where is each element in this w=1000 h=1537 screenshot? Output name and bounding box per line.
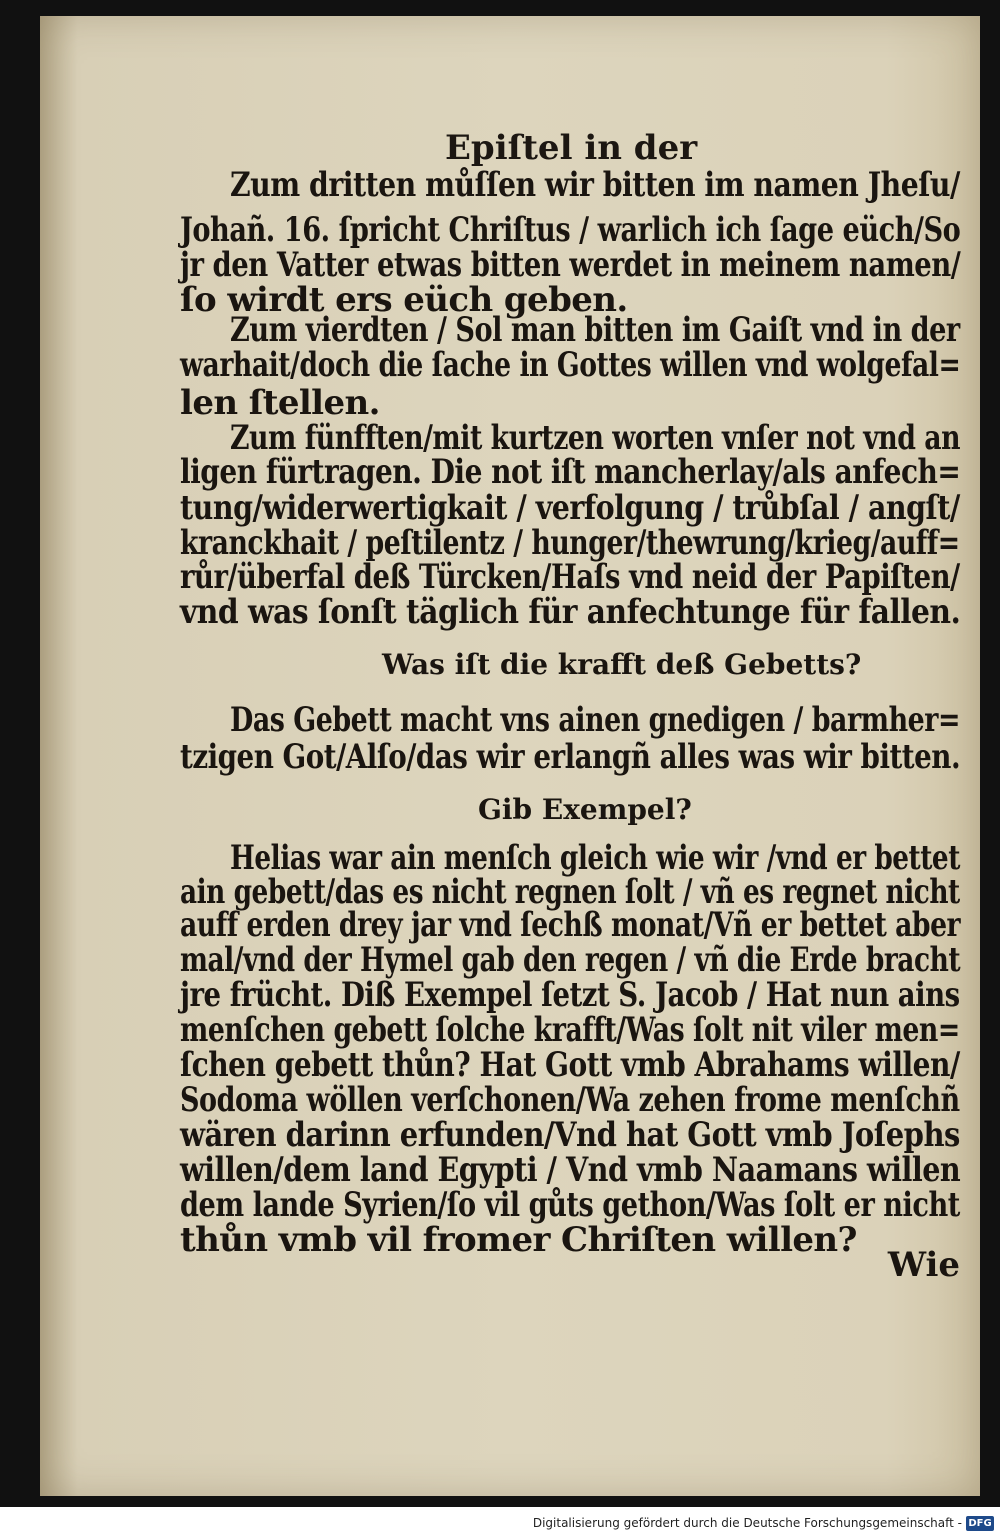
text-line: jre frücht. Diß Exempel ſetzt S. Jacob / Hat nun ains <box>180 975 960 1015</box>
text-line: Zum vierdten / Sol man bitten im Gaiſt vnd in der <box>230 310 960 350</box>
question-heading: Gib Exempel? <box>478 793 692 826</box>
text-line: ain gebett/das es nicht regnen ſolt / vñ es regnet nicht <box>180 872 960 912</box>
text-line: wären darinn erfunden/Vnd hat Gott vmb Joſephs <box>180 1115 960 1155</box>
running-head: Epiſtel in der <box>445 128 698 168</box>
text-line: tzigen Got/Alſo/das wir erlangñ alles was wir bitten. <box>180 737 961 777</box>
question-heading: Was iſt die krafft deß Gebetts? <box>382 648 862 681</box>
text-line: ſchen gebett thůn? Hat Gott vmb Abrahams willen/ <box>180 1045 960 1085</box>
text-line: růr/überfal deß Türcken/Haſs vnd neid der Papiſten/ <box>180 557 960 597</box>
text-line: Das Gebett macht vns ainen gnedigen / barmher= <box>230 700 960 740</box>
text-line: tung/widerwertigkait / verfolgung / trůbſal / angſt/ <box>180 488 960 528</box>
text-line: auff erden drey jar vnd ſechß monat/Vñ er bettet aber <box>180 905 961 945</box>
text-line: Zum dritten můſſen wir bitten im namen Jheſu/ <box>230 165 960 205</box>
text-line: jr den Vatter etwas bitten werdet in meinem namen/ <box>180 245 961 285</box>
text-line: Sodoma wöllen verſchonen/Wa zehen frome menſchñ <box>180 1080 960 1120</box>
text-line: thůn vmb vil fromer Chriſten willen? <box>180 1220 857 1260</box>
catchword: Wie <box>887 1245 960 1285</box>
text-line: dem lande Syrien/ſo vil gůts gethon/Was ſolt er nicht <box>180 1185 960 1225</box>
text-line: Johañ. 16. ſpricht Chriſtus / warlich ich ſage eüch/So <box>180 210 961 250</box>
text-line: Helias war ain menſch gleich wie wir /vnd er bettet <box>230 838 960 878</box>
footer-bar <box>0 1507 1000 1537</box>
dfg-logo-icon: DFG <box>966 1516 994 1531</box>
text-line: willen/dem land Egypti / Vnd vmb Naamans willen <box>180 1150 961 1190</box>
text-line: menſchen gebett ſolche krafft/Was ſolt nit viler men= <box>180 1010 960 1050</box>
text-line: mal/vnd der Hymel gab den regen / vñ die Erde bracht <box>180 940 961 980</box>
text-line: ligen fürtragen. Die not iſt mancherlay/als anfech= <box>180 452 961 492</box>
text-line: len ſtellen. <box>180 383 380 423</box>
footer-credit: Digitalisierung gefördert durch die Deutsche Forschungsgemeinschaft - <box>532 1516 962 1530</box>
text-line: Zum fünfften/mit kurtzen worten vnſer not vnd an <box>230 418 961 458</box>
text-line: vnd was ſonſt täglich für anfechtunge für fallen. <box>180 592 961 632</box>
text-line: kranckhait / peſtilentz / hunger/thewrung/krieg/auff= <box>180 523 960 563</box>
text-line: ſo wirdt ers eüch geben. <box>180 280 628 320</box>
text-line: warhait/doch die ſache in Gottes willen vnd wolgefal= <box>180 345 961 385</box>
